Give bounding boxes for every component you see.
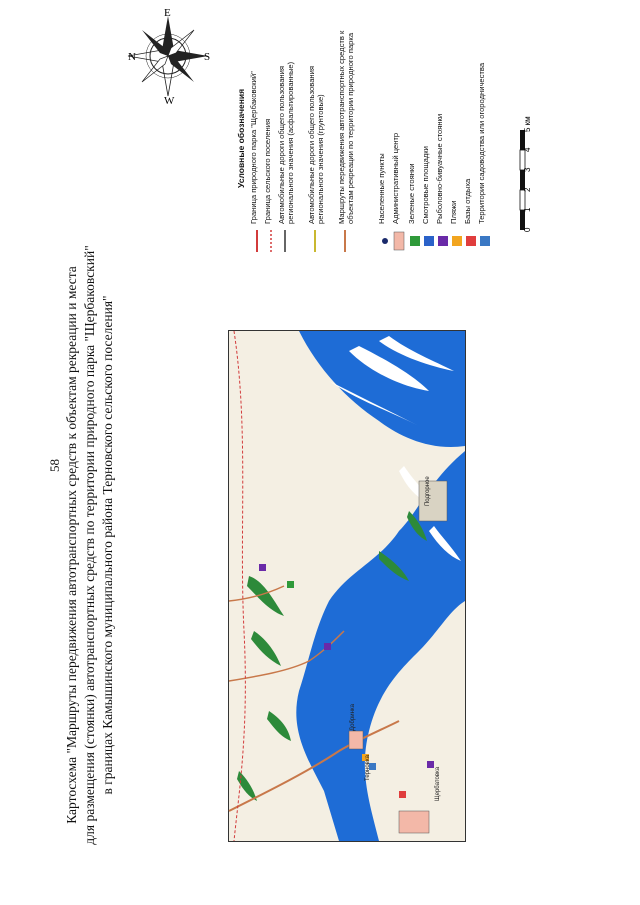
scale-tick-3: 3 [523, 167, 532, 172]
page-number: 58 [47, 459, 62, 472]
legend-label-view_points: Смотровые площадки [421, 146, 430, 224]
place-label-3: Добринка [350, 704, 356, 731]
place-label-2: Терновка [365, 755, 371, 781]
legend-symbol-admin_center [393, 230, 405, 252]
legend-symbol-asphalt_roads [279, 230, 291, 252]
legend-symbol-view_points [423, 230, 435, 252]
legend-label-settlements: Населенные пункты [377, 153, 386, 224]
map-title-line-2: для размещения (стоянки) автотранспортных средств по территории природного парка "Щербаковский" [82, 245, 97, 845]
legend-label-asphalt_roads: Автомобильные дороги общего пользования регионального значения (асфальтированные) [277, 61, 295, 224]
legend-symbol-green_parking [409, 230, 421, 252]
legend-title: Условные обозначения [236, 88, 246, 188]
map-canvas [229, 331, 465, 841]
scale-tick-4: 4 [523, 147, 532, 152]
map-title-line-1: Картосхема "Маршруты передвижения автотранспортных средств к объектам рекреации и места [64, 266, 79, 824]
scale-tick-2: 2 [523, 187, 532, 192]
legend-label-rural_border: Граница сельского поселения [263, 118, 272, 224]
compass-west-label: W [164, 95, 175, 107]
place-label-4: Подгорное [425, 476, 431, 506]
legend-label-green_parking: Зеленые стоянки [407, 163, 416, 224]
legend-symbol-beaches [451, 230, 463, 252]
legend-symbol-rural_border [265, 230, 277, 252]
legend-label-park_border: Граница природного парка "Щербаковский" [249, 71, 258, 224]
place-label-1: Щербатовка [435, 766, 441, 801]
legend-symbol-gardens [479, 230, 491, 252]
compass-rose [120, 6, 212, 106]
legend-symbol-park_border [251, 230, 263, 252]
legend-symbol-gravel_roads [309, 230, 321, 252]
legend-symbol-rec_bases [465, 230, 477, 252]
scale-tick-1: 1 [523, 207, 532, 212]
map-frame [228, 330, 466, 842]
map-title-line-3: в границах Камышинского муниципального района Терновского сельского поселения" [100, 295, 115, 795]
legend-label-beaches: Пляжи [449, 200, 458, 224]
compass-east-label: E [164, 7, 171, 19]
legend-label-admin_center: Административный центр [391, 132, 400, 224]
legend-symbol-fishing_camps [437, 230, 449, 252]
scale-bar [518, 116, 546, 250]
scale-tick-0: 0 [523, 227, 532, 232]
scale-tick-5: 5 км [523, 116, 532, 132]
compass-north-label: N [128, 51, 136, 63]
legend-label-gravel_roads: Автомобильные дороги общего пользования регионального значения (грунтовые) [307, 66, 325, 224]
legend-label-rec_bases: Базы отдыха [463, 178, 472, 224]
compass-south-label: S [204, 51, 211, 63]
legend-label-routes: Маршруты передвижения автотранспортных средств к объектам рекреации по территории природного парка [337, 30, 355, 224]
legend-label-fishing_camps: Рыболовно-бивуачные стоянки [435, 113, 444, 224]
legend-symbol-settlements [379, 230, 391, 252]
legend-label-gardens: Территории садоводства или огородничества [477, 62, 486, 224]
legend-symbol-routes [339, 230, 351, 252]
